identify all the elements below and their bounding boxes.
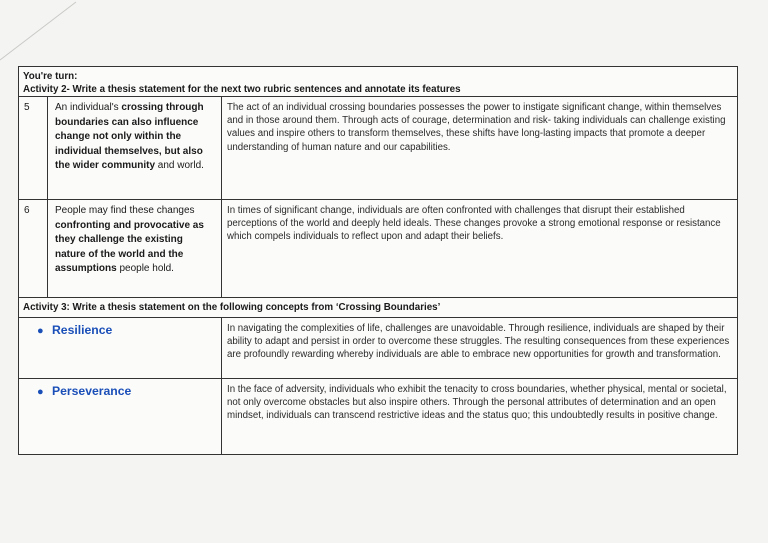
thesis-statement: The act of an individual crossing boundaries possesses the power to instigate significant change, within themselves and in those around them. Through acts of courage, determination and risk- taking individuals can challenge existing values and inspire others to transform themselves, these shifts have long-lasting impacts that promote a deeper understanding of human nature and our capabilities. [227, 102, 726, 153]
worksheet-table [18, 66, 738, 455]
rubric-row-5 [19, 97, 737, 200]
activity2-header [19, 67, 737, 97]
concept-label [19, 379, 222, 454]
bullet-icon: ● [37, 386, 44, 398]
rubric-text: People may find these changes [55, 205, 195, 216]
concept-name: Perseverance [52, 384, 132, 398]
thesis-statement: In times of significant change, individuals are often confronted with challenges that disrupt their established perceptions of the world and deeply held ideals. These changes provoke a strong emotional response or resistance which compels individuals to reflect upon and adapt their beliefs. [227, 205, 721, 243]
rubric-text: people hold. [116, 263, 174, 274]
page-fold-mark [0, 0, 80, 62]
rubric-sentence [48, 200, 222, 297]
rubric-sentence [48, 97, 222, 199]
concept-thesis: In the face of adversity, individuals who exhibit the tenacity to cross boundaries, whether physical, mental or societal, not only overcome obstacles but also inspire others. Through the personal attributes of determination and an open mindset, individuals can transcend restrictive ideas and the status quo; this undoubtedly results in positive change. [227, 384, 727, 422]
activity3-header: Activity 3: Write a thesis statement on the following concepts from ‘Crossing Boundaries’ [19, 298, 737, 318]
header-line2: Activity 2- Write a thesis statement for the next two rubric sentences and annotate its features [23, 84, 461, 96]
rubric-text: An individual's [55, 102, 122, 113]
concept-row-resilience [19, 318, 737, 379]
row-number: 5 [19, 97, 48, 199]
concept-thesis: In navigating the complexities of life, challenges are unavoidable. Through resilience, individuals are shaped by their ability to adapt and persist in order to overcome these struggles. The resulting consequences from these experiences are profoundly rewarding whereby individuals are able to embrace new opportunities for growth and transformation. [227, 323, 730, 361]
concept-row-perseverance [19, 379, 737, 454]
rubric-text-bold: confronting and provocative as they challenge the existing nature of the world and the assumptions [55, 219, 204, 274]
header-line1: You're turn: [23, 71, 78, 82]
rubric-text-bold: crossing through boundaries can also influence change not only within the individual themselves, but also the wider community [55, 102, 204, 171]
rubric-text: and world. [155, 160, 204, 171]
concept-name: Resilience [52, 323, 113, 337]
rubric-row-6 [19, 200, 737, 298]
concept-label [19, 318, 222, 378]
bullet-icon: ● [37, 325, 44, 337]
row-number: 6 [19, 200, 48, 297]
